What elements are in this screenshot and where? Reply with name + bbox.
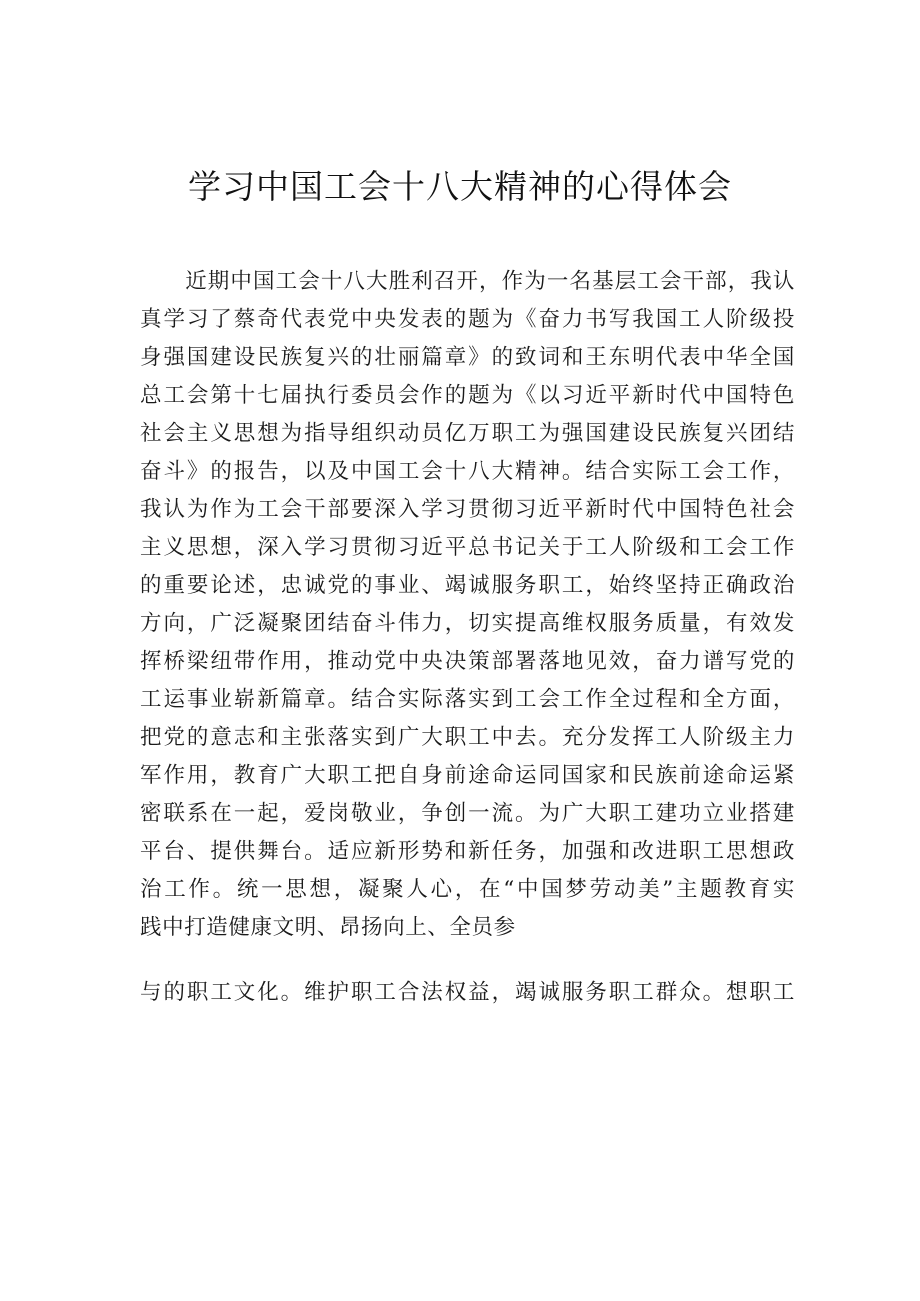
body-line: 总工会第十七届执行委员会作的题为《以习近平新时代中国特色 bbox=[140, 383, 795, 408]
body-line: 社会主义思想为指导组织动员亿万职工为强国建设民族复兴团结 bbox=[140, 421, 795, 446]
body-line: 军作用，教育广大职工把自身前途命运同国家和民族前途命运紧 bbox=[140, 763, 795, 788]
body-line: 的重要论述，忠诚党的事业、竭诚服务职工，始终坚持正确政治 bbox=[140, 573, 795, 598]
body-line: 工运事业崭新篇章。结合实际落实到工会工作全过程和全方面， bbox=[140, 687, 795, 712]
body-line: 真学习了蔡奇代表党中央发表的题为《奋力书写我国工人阶级投 bbox=[140, 307, 795, 332]
body-line: 平台、提供舞台。适应新形势和新任务，加强和改进职工思想政 bbox=[140, 839, 795, 864]
body-line: 近期中国工会十八大胜利召开，作为一名基层工会干部，我认 bbox=[140, 269, 795, 294]
body-line: 密联系在一起，爱岗敬业，争创一流。为广大职工建功立业搭建 bbox=[140, 801, 795, 826]
continuation-line: 与的职工文化。维护职工合法权益，竭诚服务职工群众。想职工 bbox=[140, 980, 795, 1005]
document-title: 学习中国工会十八大精神的心得体会 bbox=[188, 167, 732, 206]
document-body bbox=[140, 263, 795, 1012]
body-line: 主义思想，深入学习贯彻习近平总书记关于工人阶级和工会工作 bbox=[140, 535, 795, 560]
body-line: 方向，广泛凝聚团结奋斗伟力，切实提高维权服务质量，有效发 bbox=[140, 611, 795, 636]
line-gap bbox=[140, 947, 795, 974]
body-line: 我认为作为工会干部要深入学习贯彻习近平新时代中国特色社会 bbox=[140, 497, 795, 522]
body-line: 身强国建设民族复兴的壮丽篇章》的致词和王东明代表中华全国 bbox=[140, 345, 795, 370]
body-line: 奋斗》的报告，以及中国工会十八大精神。结合实际工会工作， bbox=[140, 459, 795, 484]
body-line: 把党的意志和主张落实到广大职工中去。充分发挥工人阶级主力 bbox=[140, 725, 795, 750]
body-line: 挥桥梁纽带作用，推动党中央决策部署落地见效，奋力谱写党的 bbox=[140, 649, 795, 674]
body-line: 治工作。统一思想，凝聚人心，在“中国梦劳动美”主题教育实 bbox=[140, 877, 795, 902]
body-line: 践中打造健康文明、昂扬向上、全员参 bbox=[140, 915, 516, 940]
